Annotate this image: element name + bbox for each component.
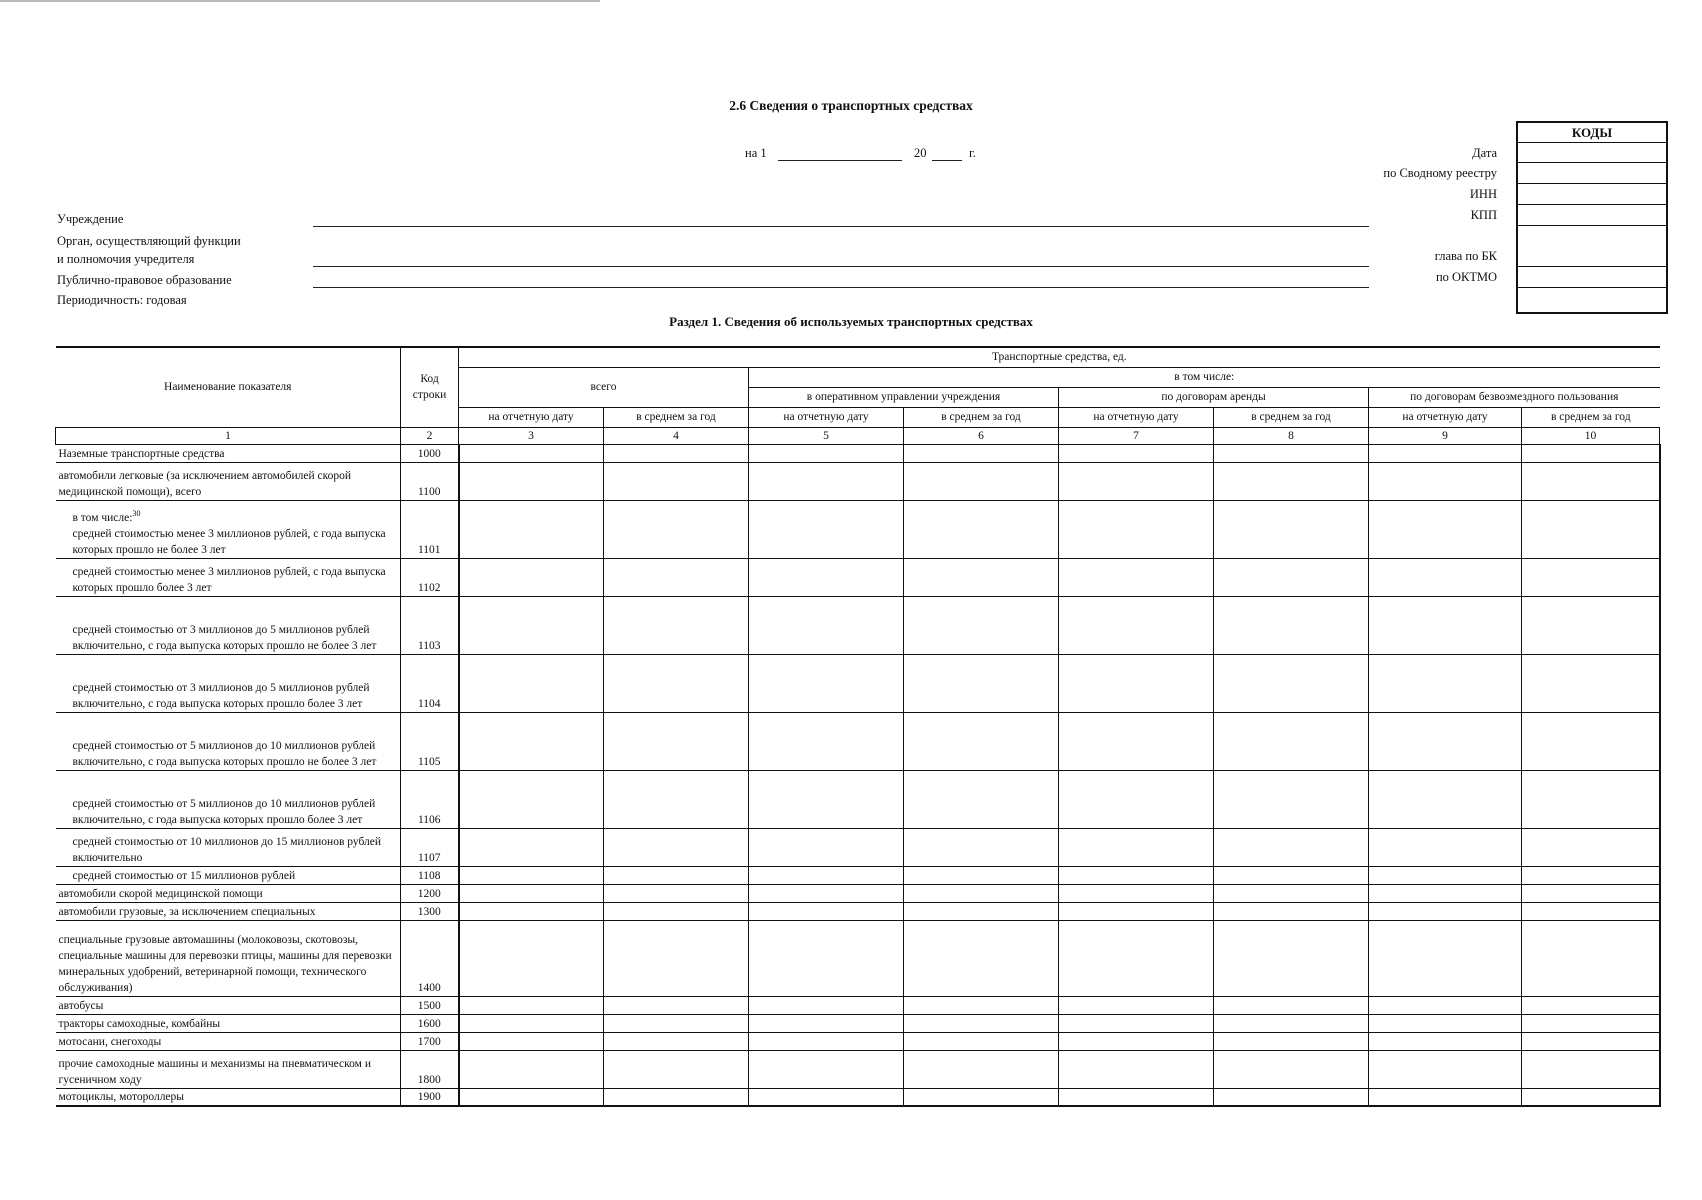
data-cell[interactable] xyxy=(1059,866,1214,884)
row-name-text: Наземные транспортные средства xyxy=(58,447,225,460)
header-including: в том числе: xyxy=(749,367,1660,387)
data-cell[interactable] xyxy=(1522,462,1660,500)
data-cell[interactable] xyxy=(1059,770,1214,828)
row-name-text: прочие самоходные машины и механизмы на пневматическом и гусеничном ходу xyxy=(58,1057,371,1086)
data-cell[interactable] xyxy=(904,828,1059,866)
col-number: 5 xyxy=(749,427,904,444)
scan-edge-line xyxy=(0,0,600,2)
data-cell[interactable] xyxy=(459,902,604,920)
data-cell[interactable] xyxy=(1522,866,1660,884)
row-code: 1104 xyxy=(401,654,459,712)
data-cell[interactable] xyxy=(904,1014,1059,1032)
row-name xyxy=(56,866,401,884)
row-name-text: средней стоимостью от 5 миллионов до 10 миллионов рублей включительно, с года выпуска которых прошло более 3 лет xyxy=(72,797,376,826)
row-code: 1000 xyxy=(401,444,459,462)
row-code: 1300 xyxy=(401,902,459,920)
row-name xyxy=(56,1050,401,1088)
header-code-line2: строки xyxy=(412,389,447,402)
table-row xyxy=(56,462,1660,500)
row-code: 1101 xyxy=(401,500,459,558)
row-code: 1400 xyxy=(401,920,459,996)
data-cell[interactable] xyxy=(1214,500,1369,558)
row-code: 1100 xyxy=(401,462,459,500)
data-cell[interactable] xyxy=(1369,1014,1522,1032)
data-cell[interactable] xyxy=(1059,884,1214,902)
col-number: 8 xyxy=(1214,427,1369,444)
data-cell[interactable] xyxy=(1059,500,1214,558)
col-number: 3 xyxy=(459,427,604,444)
data-cell[interactable] xyxy=(1059,920,1214,996)
organ-label-line2: и полномочия учредителя xyxy=(57,252,195,266)
data-cell[interactable] xyxy=(1214,902,1369,920)
data-cell[interactable] xyxy=(1369,884,1522,902)
data-cell[interactable] xyxy=(1369,558,1522,596)
data-cell[interactable] xyxy=(459,770,604,828)
row-code: 1102 xyxy=(401,558,459,596)
table-row xyxy=(56,500,1660,558)
data-cell[interactable] xyxy=(1369,712,1522,770)
data-cell[interactable] xyxy=(1369,444,1522,462)
codes-header: КОДЫ xyxy=(1518,123,1666,143)
data-cell[interactable] xyxy=(1522,558,1660,596)
data-cell[interactable] xyxy=(1369,654,1522,712)
date-year-prefix: 20 xyxy=(914,146,927,160)
table-row xyxy=(56,866,1660,884)
column-number-row xyxy=(56,427,1660,444)
data-cell[interactable] xyxy=(1059,558,1214,596)
data-cell[interactable] xyxy=(459,444,604,462)
data-cell[interactable] xyxy=(1522,828,1660,866)
row-code: 1600 xyxy=(401,1014,459,1032)
row-name-text: средней стоимостью от 15 миллионов рублей xyxy=(72,869,296,882)
data-cell[interactable] xyxy=(1214,558,1369,596)
data-cell[interactable] xyxy=(1059,1050,1214,1088)
data-cell[interactable] xyxy=(1059,1088,1214,1106)
code-registry-cell[interactable] xyxy=(1518,163,1666,184)
data-cell[interactable] xyxy=(749,500,904,558)
data-cell[interactable] xyxy=(604,770,749,828)
row-name xyxy=(56,996,401,1014)
data-cell[interactable] xyxy=(604,1050,749,1088)
sub-on-date: на отчетную дату xyxy=(459,407,604,427)
row-name xyxy=(56,462,401,500)
data-cell[interactable] xyxy=(1369,1050,1522,1088)
sub-on-date: на отчетную дату xyxy=(749,407,904,427)
table-row xyxy=(56,996,1660,1014)
data-cell[interactable] xyxy=(904,712,1059,770)
data-cell[interactable] xyxy=(1059,996,1214,1014)
data-cell[interactable] xyxy=(604,444,749,462)
data-cell[interactable] xyxy=(604,1032,749,1050)
data-cell[interactable] xyxy=(749,1050,904,1088)
row-name xyxy=(56,596,401,654)
row-name xyxy=(56,920,401,996)
row-code: 1105 xyxy=(401,712,459,770)
date-label: Дата xyxy=(1472,146,1497,160)
data-cell[interactable] xyxy=(749,866,904,884)
data-cell[interactable] xyxy=(1214,444,1369,462)
data-cell[interactable] xyxy=(1369,996,1522,1014)
data-cell[interactable] xyxy=(904,596,1059,654)
data-cell[interactable] xyxy=(904,462,1059,500)
col-number: 10 xyxy=(1522,427,1660,444)
data-cell[interactable] xyxy=(904,866,1059,884)
data-cell[interactable] xyxy=(1214,996,1369,1014)
row-name-text: автобусы xyxy=(58,999,104,1012)
table-row xyxy=(56,1088,1660,1106)
data-cell[interactable] xyxy=(1059,444,1214,462)
data-cell[interactable] xyxy=(604,884,749,902)
data-cell[interactable] xyxy=(604,1014,749,1032)
organ-field[interactable] xyxy=(313,266,1369,267)
date-suffix: г. xyxy=(969,146,976,160)
bk-chapter-label: глава по БК xyxy=(1434,249,1497,263)
row-name xyxy=(56,558,401,596)
data-cell[interactable] xyxy=(1522,1088,1660,1106)
table-row xyxy=(56,558,1660,596)
row-code: 1700 xyxy=(401,1032,459,1050)
organ-label-line1: Орган, осуществляющий функции xyxy=(57,234,241,248)
institution-field[interactable] xyxy=(313,226,1369,227)
inn-label: ИНН xyxy=(1469,187,1497,201)
data-cell[interactable] xyxy=(604,866,749,884)
code-extra-cell[interactable] xyxy=(1518,288,1666,308)
data-cell[interactable] xyxy=(904,444,1059,462)
data-cell[interactable] xyxy=(1522,596,1660,654)
data-cell[interactable] xyxy=(459,500,604,558)
row-name xyxy=(56,444,401,462)
data-cell[interactable] xyxy=(1059,828,1214,866)
row-name xyxy=(56,884,401,902)
row-code: 1103 xyxy=(401,596,459,654)
data-cell[interactable] xyxy=(904,902,1059,920)
data-cell[interactable] xyxy=(1522,1050,1660,1088)
data-cell[interactable] xyxy=(604,920,749,996)
table-row xyxy=(56,1014,1660,1032)
data-cell[interactable] xyxy=(1522,1014,1660,1032)
table-row xyxy=(56,770,1660,828)
data-cell[interactable] xyxy=(1214,712,1369,770)
sub-avg-year: в среднем за год xyxy=(604,407,749,427)
data-cell[interactable] xyxy=(749,712,904,770)
data-cell[interactable] xyxy=(1214,1014,1369,1032)
data-cell[interactable] xyxy=(459,654,604,712)
data-cell[interactable] xyxy=(749,902,904,920)
data-cell[interactable] xyxy=(459,596,604,654)
data-cell[interactable] xyxy=(1522,996,1660,1014)
footnote-marker: 30 xyxy=(132,508,141,518)
data-cell[interactable] xyxy=(1214,1032,1369,1050)
table-row xyxy=(56,1032,1660,1050)
data-cell[interactable] xyxy=(1369,828,1522,866)
registry-label: по Сводному реестру xyxy=(1383,166,1497,180)
row-name xyxy=(56,654,401,712)
col-number: 6 xyxy=(904,427,1059,444)
header-code xyxy=(401,347,459,427)
row-code: 1106 xyxy=(401,770,459,828)
data-cell[interactable] xyxy=(749,558,904,596)
row-name-text: средней стоимостью менее 3 миллионов рублей, с года выпуска которых прошло не более 3 лет xyxy=(72,527,386,556)
data-cell[interactable] xyxy=(459,884,604,902)
data-cell[interactable] xyxy=(1214,828,1369,866)
row-name xyxy=(56,828,401,866)
data-cell[interactable] xyxy=(749,1014,904,1032)
data-cell[interactable] xyxy=(1369,1088,1522,1106)
data-cell[interactable] xyxy=(1369,596,1522,654)
row-name xyxy=(56,1032,401,1050)
table-row xyxy=(56,1050,1660,1088)
data-cell[interactable] xyxy=(1059,712,1214,770)
header-lease: по договорам аренды xyxy=(1059,387,1369,407)
data-cell[interactable] xyxy=(1369,770,1522,828)
data-cell[interactable] xyxy=(1522,920,1660,996)
header-name: Наименование показателя xyxy=(56,347,401,427)
data-cell[interactable] xyxy=(904,996,1059,1014)
data-cell[interactable] xyxy=(749,1088,904,1106)
data-cell[interactable] xyxy=(1369,500,1522,558)
kpp-label: КПП xyxy=(1470,208,1497,222)
col-number: 2 xyxy=(401,427,459,444)
data-cell[interactable] xyxy=(459,1088,604,1106)
data-cell[interactable] xyxy=(904,654,1059,712)
data-cell[interactable] xyxy=(1522,444,1660,462)
data-cell[interactable] xyxy=(604,712,749,770)
data-cell[interactable] xyxy=(904,500,1059,558)
data-cell[interactable] xyxy=(604,654,749,712)
row-name-text: мотоциклы, мотороллеры xyxy=(58,1091,185,1103)
data-cell[interactable] xyxy=(749,996,904,1014)
data-cell[interactable] xyxy=(1214,884,1369,902)
data-cell[interactable] xyxy=(604,558,749,596)
data-cell[interactable] xyxy=(604,902,749,920)
table-row xyxy=(56,596,1660,654)
table-row xyxy=(56,828,1660,866)
periodicity-label: Периодичность: годовая xyxy=(57,293,187,307)
data-cell[interactable] xyxy=(1522,500,1660,558)
institution-label: Учреждение xyxy=(57,212,124,226)
row-name-text: средней стоимостью от 3 миллионов до 5 миллионов рублей включительно, с года выпуска которых прошло не более 3 лет xyxy=(72,623,377,652)
row-name-text: автомобили скорой медицинской помощи xyxy=(58,887,263,900)
data-cell[interactable] xyxy=(904,558,1059,596)
data-cell[interactable] xyxy=(749,920,904,996)
data-cell[interactable] xyxy=(904,1050,1059,1088)
sub-avg-year: в среднем за год xyxy=(1214,407,1369,427)
sub-avg-year: в среднем за год xyxy=(1522,407,1660,427)
table-row xyxy=(56,444,1660,462)
data-cell[interactable] xyxy=(459,920,604,996)
data-cell[interactable] xyxy=(749,462,904,500)
data-cell[interactable] xyxy=(1214,462,1369,500)
code-inn-cell[interactable] xyxy=(1518,184,1666,205)
sub-on-date: на отчетную дату xyxy=(1369,407,1522,427)
data-cell[interactable] xyxy=(1059,462,1214,500)
data-cell[interactable] xyxy=(749,770,904,828)
row-code: 1500 xyxy=(401,996,459,1014)
data-cell[interactable] xyxy=(749,828,904,866)
row-name-text: автомобили легковые (за исключением автомобилей скорой медицинской помощи), всего xyxy=(58,469,352,498)
row-code: 1107 xyxy=(401,828,459,866)
row-code: 1108 xyxy=(401,866,459,884)
data-cell[interactable] xyxy=(1214,866,1369,884)
date-year-field[interactable] xyxy=(932,160,962,161)
data-cell[interactable] xyxy=(1059,654,1214,712)
data-cell[interactable] xyxy=(904,884,1059,902)
row-name-text: средней стоимостью менее 3 миллионов рублей, с года выпуска которых прошло более 3 лет xyxy=(72,565,386,594)
data-cell[interactable] xyxy=(459,828,604,866)
table-row xyxy=(56,654,1660,712)
data-cell[interactable] xyxy=(1214,770,1369,828)
data-cell[interactable] xyxy=(604,996,749,1014)
row-name-text: тракторы самоходные, комбайны xyxy=(58,1017,221,1030)
table-body xyxy=(56,427,1660,1106)
code-kpp-cell[interactable] xyxy=(1518,205,1666,226)
data-cell[interactable] xyxy=(1369,462,1522,500)
oktmo-label: по ОКТМО xyxy=(1435,270,1497,284)
col-number: 1 xyxy=(56,427,401,444)
data-cell[interactable] xyxy=(749,654,904,712)
data-cell[interactable] xyxy=(604,828,749,866)
data-cell[interactable] xyxy=(459,462,604,500)
data-cell[interactable] xyxy=(459,1014,604,1032)
data-cell[interactable] xyxy=(459,558,604,596)
header-code-line1: Код xyxy=(420,373,439,386)
data-cell[interactable] xyxy=(1059,902,1214,920)
row-name-text: автомобили грузовые, за исключением специальных xyxy=(58,905,316,918)
form-title: 2.6 Сведения о транспортных средствах xyxy=(729,98,973,113)
col-number: 7 xyxy=(1059,427,1214,444)
transport-table xyxy=(55,346,1661,1107)
data-cell[interactable] xyxy=(604,1088,749,1106)
row-code: 1900 xyxy=(401,1088,459,1106)
header-total: всего xyxy=(459,367,749,407)
data-cell[interactable] xyxy=(904,1088,1059,1106)
code-bk-chapter-cell[interactable] xyxy=(1518,226,1666,267)
row-name-prefix: в том числе: xyxy=(72,511,133,524)
data-cell[interactable] xyxy=(904,1032,1059,1050)
code-date-cell[interactable] xyxy=(1518,143,1666,163)
data-cell[interactable] xyxy=(459,996,604,1014)
table-row xyxy=(56,712,1660,770)
row-name xyxy=(56,1088,401,1106)
data-cell[interactable] xyxy=(749,596,904,654)
data-cell[interactable] xyxy=(1214,596,1369,654)
data-cell[interactable] xyxy=(749,884,904,902)
data-cell[interactable] xyxy=(459,712,604,770)
row-name-text: мотосани, снегоходы xyxy=(58,1035,162,1048)
row-name-text: средней стоимостью от 5 миллионов до 10 миллионов рублей включительно, с года выпуска которых прошло не более 3 лет xyxy=(72,739,377,768)
row-code: 1800 xyxy=(401,1050,459,1088)
table-row xyxy=(56,920,1660,996)
data-cell[interactable] xyxy=(1369,866,1522,884)
header-free-use: по договорам безвозмездного пользования xyxy=(1369,387,1660,407)
data-cell[interactable] xyxy=(1214,654,1369,712)
sub-avg-year: в среднем за год xyxy=(904,407,1059,427)
row-name-text: средней стоимостью от 10 миллионов до 15 миллионов рублей включительно xyxy=(72,835,382,864)
row-name xyxy=(56,500,401,558)
header-vehicles: Транспортные средства, ед. xyxy=(459,347,1660,367)
data-cell[interactable] xyxy=(604,500,749,558)
row-name xyxy=(56,902,401,920)
municipality-field[interactable] xyxy=(313,287,1369,288)
data-cell[interactable] xyxy=(1369,902,1522,920)
date-day-month-field[interactable] xyxy=(778,160,902,161)
col-number: 9 xyxy=(1369,427,1522,444)
row-name xyxy=(56,712,401,770)
data-cell[interactable] xyxy=(1214,1088,1369,1106)
table-row xyxy=(56,884,1660,902)
code-oktmo-cell[interactable] xyxy=(1518,267,1666,288)
row-name xyxy=(56,1014,401,1032)
municipality-label: Публично-правовое образование xyxy=(57,273,232,287)
row-name xyxy=(56,770,401,828)
data-cell[interactable] xyxy=(459,1032,604,1050)
data-cell[interactable] xyxy=(904,920,1059,996)
data-cell[interactable] xyxy=(604,596,749,654)
date-prefix: на 1 xyxy=(745,146,767,160)
data-cell[interactable] xyxy=(1522,770,1660,828)
data-cell[interactable] xyxy=(1522,712,1660,770)
data-cell[interactable] xyxy=(1059,1014,1214,1032)
row-code: 1200 xyxy=(401,884,459,902)
data-cell[interactable] xyxy=(1369,920,1522,996)
sub-on-date: на отчетную дату xyxy=(1059,407,1214,427)
section-title: Раздел 1. Сведения об используемых транспортных средствах xyxy=(669,314,1033,329)
data-cell[interactable] xyxy=(1059,1032,1214,1050)
data-cell[interactable] xyxy=(604,462,749,500)
data-cell[interactable] xyxy=(1214,920,1369,996)
header-operational: в оперативном управлении учреждения xyxy=(749,387,1059,407)
data-cell[interactable] xyxy=(1522,902,1660,920)
table-row xyxy=(56,902,1660,920)
data-cell[interactable] xyxy=(459,1050,604,1088)
data-cell[interactable] xyxy=(1522,1032,1660,1050)
row-name-text: специальные грузовые автомашины (молоковозы, скотовозы, специальные машины для перевозки птицы, машины для перевозки минеральных удобрений, ветеринарной помощи, технического обслуживания) xyxy=(58,933,392,994)
row-name-text: средней стоимостью от 3 миллионов до 5 миллионов рублей включительно, с года выпуска которых прошло более 3 лет xyxy=(72,681,370,710)
col-number: 4 xyxy=(604,427,749,444)
data-cell[interactable] xyxy=(749,444,904,462)
data-cell[interactable] xyxy=(1059,596,1214,654)
data-cell[interactable] xyxy=(459,866,604,884)
data-cell[interactable] xyxy=(1214,1050,1369,1088)
codes-box xyxy=(1516,121,1668,314)
data-cell[interactable] xyxy=(904,770,1059,828)
data-cell[interactable] xyxy=(749,1032,904,1050)
data-cell[interactable] xyxy=(1369,1032,1522,1050)
data-cell[interactable] xyxy=(1522,654,1660,712)
data-cell[interactable] xyxy=(1522,884,1660,902)
